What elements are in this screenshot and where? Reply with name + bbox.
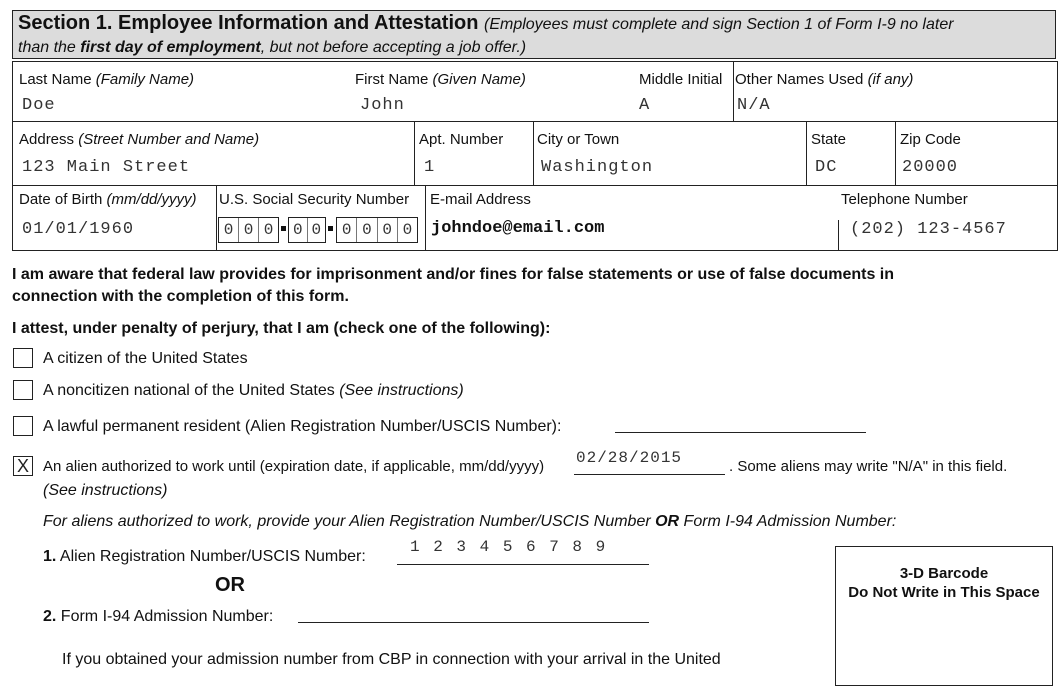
awareness-statement: I am aware that federal law provides for imprisonment and/or fines for false statements or use of false documents in <box>12 266 894 283</box>
city-label: City or Town <box>537 131 620 148</box>
section-note-line2: than the first day of employment, but not before accepting a job offer.) <box>18 39 527 56</box>
divider <box>216 186 217 250</box>
state-field[interactable]: DC <box>815 158 838 177</box>
ssn-label: U.S. Social Security Number <box>219 191 410 208</box>
expiration-date-field[interactable]: 02/28/2015 <box>576 449 683 467</box>
ssn-dash <box>281 226 286 231</box>
last-name-label: Last Name (Family Name) <box>19 71 195 88</box>
divider <box>733 62 734 121</box>
alien-authorized-checkbox[interactable]: X <box>13 456 33 476</box>
middle-initial-label: Middle Initial <box>639 71 723 88</box>
permanent-resident-number-field[interactable] <box>615 432 866 433</box>
ssn-digit: 0 <box>337 218 357 242</box>
other-names-field[interactable]: N/A <box>737 96 771 115</box>
i94-number-field[interactable] <box>298 622 649 623</box>
barcode-box <box>835 546 1053 686</box>
ssn-digit: 0 <box>239 218 259 242</box>
section-header <box>12 10 1056 59</box>
zip-code-label: Zip Code <box>900 131 961 148</box>
middle-initial-field[interactable]: A <box>639 96 651 115</box>
city-field[interactable]: Washington <box>541 158 654 177</box>
ssn-digit: 0 <box>311 221 322 239</box>
dob-label: Date of Birth (mm/dd/yyyy) <box>19 191 197 208</box>
permanent-resident-checkbox[interactable] <box>13 416 33 436</box>
address-label: Address (Street Number and Name) <box>19 131 260 148</box>
apt-number-field[interactable]: 1 <box>424 158 436 177</box>
ssn-digit: 0 <box>219 218 239 242</box>
alien-authorized-label: An alien authorized to work until (expiration date, if applicable, mm/dd/yyyy) <box>43 458 545 475</box>
divider <box>425 186 426 250</box>
email-label: E-mail Address <box>430 191 531 208</box>
first-name-field[interactable]: John <box>360 96 405 115</box>
barcode-title: 3-D Barcode <box>899 565 989 582</box>
state-label: State <box>811 131 847 148</box>
noncitizen-checkbox[interactable] <box>13 380 33 400</box>
email-field[interactable]: johndoe@email.com <box>431 219 605 238</box>
first-name-label: First Name (Given Name) <box>355 71 526 88</box>
alien-authorized-note: . Some aliens may write "N/A" in this field. <box>729 458 1008 475</box>
alien-instruction: For aliens authorized to work, provide your Alien Registration Number/USCIS Number OR Form I-94 Admission Number: <box>43 513 897 530</box>
last-name-field[interactable]: Doe <box>22 96 56 115</box>
other-names-label: Other Names Used (if any) <box>735 71 914 88</box>
citizen-checkbox[interactable] <box>13 348 33 368</box>
phone-field[interactable]: (202) 123-4567 <box>850 220 1007 239</box>
section-note: (Employees must complete and sign Section 1 of Form I-9 no later <box>484 16 954 33</box>
ssn-group-2[interactable] <box>288 217 326 243</box>
divider <box>806 122 807 185</box>
alien-number-field[interactable]: 1 2 3 4 5 6 7 8 9 <box>410 538 608 556</box>
i94-number-label: 2. Form I-94 Admission Number: <box>43 608 274 625</box>
dob-field[interactable]: 01/01/1960 <box>22 220 135 239</box>
alien-see-instructions: (See instructions) <box>43 482 168 499</box>
citizen-label: A citizen of the United States <box>43 350 248 367</box>
ssn-digit: 0 <box>357 218 377 242</box>
divider <box>533 122 534 185</box>
ssn-digit: 0 <box>263 221 274 239</box>
cbp-instruction: If you obtained your admission number from CBP in connection with your arrival in the United <box>62 651 721 668</box>
divider <box>838 220 839 250</box>
noncitizen-label: A noncitizen national of the United States (See instructions) <box>43 382 464 399</box>
alien-number-underline <box>397 564 649 565</box>
ssn-digit: 0 <box>402 221 413 239</box>
expiration-date-underline <box>574 474 725 475</box>
barcode-note: Do Not Write in This Space <box>848 584 1040 601</box>
awareness-statement-line2: connection with the completion of this form. <box>12 288 349 305</box>
apt-number-label: Apt. Number <box>419 131 504 148</box>
address-field[interactable]: 123 Main Street <box>22 158 191 177</box>
ssn-digit: 0 <box>378 218 398 242</box>
section-title: Section 1. Employee Information and Attestation (Employees must complete and sign Section 1 of Form I-9 no later <box>18 12 954 34</box>
divider <box>414 122 415 185</box>
attestation-statement: I attest, under penalty of perjury, that I am (check one of the following): <box>12 320 551 337</box>
permanent-resident-label: A lawful permanent resident (Alien Registration Number/USCIS Number): <box>43 418 562 435</box>
zip-code-field[interactable]: 20000 <box>902 158 959 177</box>
ssn-group-3[interactable] <box>336 217 418 243</box>
ssn-group-1[interactable] <box>218 217 279 243</box>
divider <box>895 122 896 185</box>
alien-number-label: 1. Alien Registration Number/USCIS Number: <box>43 548 366 565</box>
or-separator: OR <box>215 574 245 596</box>
phone-label: Telephone Number <box>841 191 968 208</box>
ssn-digit: 0 <box>289 218 308 242</box>
ssn-dash <box>328 226 333 231</box>
